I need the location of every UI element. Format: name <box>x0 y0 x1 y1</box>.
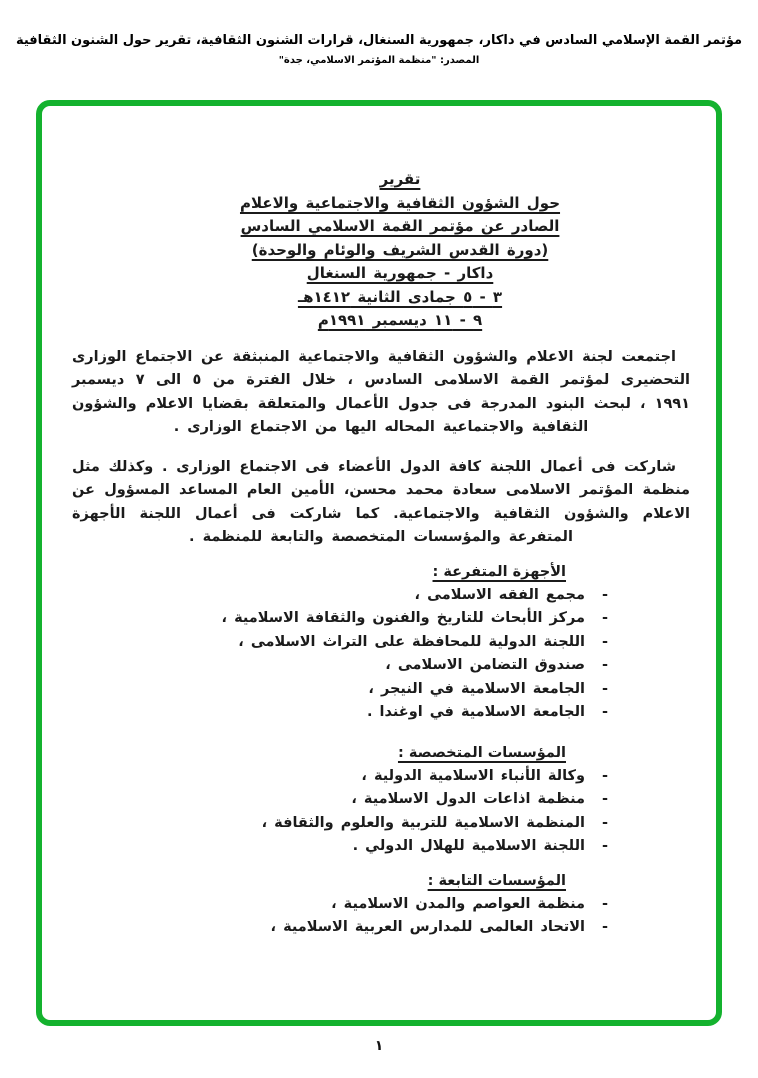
paragraph-participants: شاركت فى أعمال اللجنة كافة الدول الأعضاء فى الاجتماع الوزارى . وكذلك مثل منظمة المؤتمر الاسلامى سعادة محمد محسن، الأمين العام المساعد المسؤول عن الاعلام والشؤون الثقافية والاجتماعية. كما شاركت فى أعمال اللجنة الأجهزة المتفرعة والمؤسسات المتخصصة والتابعة للمنظمة . <box>72 458 690 545</box>
document-frame <box>36 100 722 1026</box>
list-item <box>72 607 608 631</box>
list-item-text: منظمة اذاعات الدول الاسلامية ، <box>351 791 585 807</box>
document-header <box>0 33 758 66</box>
title-line-issuer: الصادر عن مؤتمر القمة الاسلامي السادس <box>240 217 560 235</box>
dash-marker: - <box>601 633 608 650</box>
section-specialized-institutions <box>72 741 690 859</box>
list-item <box>72 584 608 608</box>
list-item <box>72 893 608 917</box>
section-heading: المؤسسات التابعة : <box>427 872 566 889</box>
section-heading: المؤسسات المتخصصة : <box>397 744 566 761</box>
section-affiliated-institutions <box>72 869 690 940</box>
dash-marker: - <box>601 657 608 673</box>
title-line-gregorian-date: ٩ - ١١ ديسمبر ١٩٩١م <box>317 311 483 329</box>
document-title-block <box>240 168 560 333</box>
dash-marker: - <box>601 767 608 784</box>
list-item-text: مركز الأبحاث للتاريخ والفنون والثقافة الاسلامية ، <box>221 610 585 626</box>
title-line-subject: حول الشؤون الثقافية والاجتماعية والاعلام <box>239 193 561 212</box>
list-item <box>72 812 608 836</box>
list-item <box>72 916 608 940</box>
list-item-text: الجامعة الاسلامية في النيجر ، <box>368 680 585 697</box>
header-title: مؤتمر القمة الإسلامي السادس في داكار، جمهورية السنغال، قرارات الشنون الثقافية، تقرير حول الشنون الثقافية <box>15 33 743 48</box>
list-item-text: الجامعة الاسلامية في اوغندا . <box>366 704 585 720</box>
list-item <box>72 765 608 789</box>
list-item <box>72 678 608 702</box>
list-item-text: منظمة العواصم والمدن الاسلامية ، <box>331 895 585 912</box>
list-item-text: صندوق التضامن الاسلامى ، <box>385 657 585 673</box>
header-source: المصدر: "منظمة المؤتمر الاسلامي، جدة" <box>278 55 480 66</box>
title-line-location: داكار - جمهورية السنغال <box>306 264 494 282</box>
dash-marker: - <box>601 586 608 603</box>
dash-marker: - <box>601 895 608 912</box>
dash-marker: - <box>601 610 608 626</box>
section-subsidiary-organs <box>72 560 690 725</box>
list-item <box>72 631 608 655</box>
list-item-text: وكالة الأنباء الاسلامية الدولية ، <box>361 767 585 784</box>
dash-marker: - <box>601 680 608 697</box>
list-item-text: مجمع الفقه الاسلامى ، <box>414 586 585 603</box>
list-item-text: الاتحاد العالمى للمدارس العربية الاسلامية ، <box>270 919 585 935</box>
dash-marker: - <box>601 791 608 807</box>
dash-marker: - <box>601 838 608 854</box>
list-item <box>72 654 608 678</box>
section-heading: الأجهزة المتفرعة : <box>432 563 566 580</box>
list-item <box>72 701 608 725</box>
paragraph-committee-meeting: اجتمعت لجنة الاعلام والشؤون الثقافية والاجتماعية المنبثقة عن الاجتماع الوزارى التحضيرى لمؤتمر القمة الاسلامى السادس ، خلال الفترة من ٥ الى ٧ ديسمبر ١٩٩١ ، لبحث البنود المدرجة فى جدول الأعمال والمتعلقة بقضايا الاعلام والشؤون الثقافية والاجتماعية المحاله اليها من الاجتماع الوزارى . <box>72 348 690 435</box>
dash-marker: - <box>601 919 608 935</box>
list-item-text: اللجنة الاسلامية للهلال الدولي . <box>352 838 585 854</box>
title-line-report: تقرير <box>379 170 421 188</box>
page-number: ١ <box>374 1038 384 1054</box>
list-item <box>72 835 608 859</box>
list-item-text: اللجنة الدولية للمحافظة على التراث الاسلامى ، <box>238 633 585 650</box>
list-item <box>72 788 608 812</box>
title-line-hijri-date: ٣ - ٥ جمادى الثانية ١٤١٢هـ <box>297 287 503 306</box>
dash-marker: - <box>601 704 608 720</box>
list-item-text: المنظمة الاسلامية للتربية والعلوم والثقافة ، <box>261 814 585 831</box>
dash-marker: - <box>601 814 608 831</box>
document-content <box>42 106 716 1020</box>
title-line-session: (دورة القدس الشريف والوئام والوحدة) <box>251 240 549 259</box>
